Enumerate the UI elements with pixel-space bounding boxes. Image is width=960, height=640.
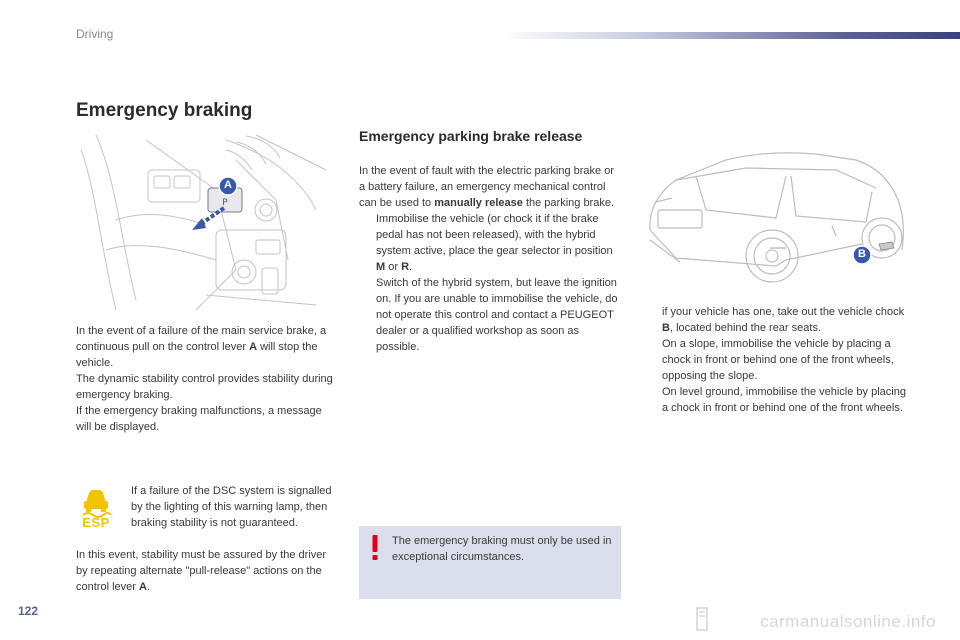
- step1-bold1: M: [376, 261, 386, 273]
- mid-intro-bold: manually release: [434, 197, 523, 209]
- exclamation-warning-icon: [370, 535, 380, 561]
- intro-line3: If the emergency braking malfunctions, a message will be displayed.: [76, 405, 322, 433]
- parking-brake-text: [359, 163, 621, 355]
- page-number: 122: [18, 604, 39, 618]
- parking-brake-intro: [359, 163, 621, 211]
- esp-warning-lamp-icon: [80, 485, 112, 529]
- step1-post: .: [409, 261, 413, 273]
- step1-bold2: R: [401, 261, 410, 273]
- intro-line2: The dynamic stability control provides stability during emergency braking.: [76, 373, 333, 401]
- list-item: [359, 211, 621, 275]
- watermark-text: carmanualsonline.info: [760, 612, 936, 631]
- callout-a-label: A: [224, 179, 232, 191]
- step1-pre: Immobilise the vehicle (or chock it if the brake pedal has not been released), with the hybrid system active, place the gear selector in position: [376, 213, 613, 257]
- followup-pre: In this event, stability must be assured by the driver by repeating alternate "pull-release" actions on the control lever: [76, 549, 327, 593]
- list-item: [359, 275, 621, 355]
- svg-text:P: P: [222, 198, 228, 208]
- step2-text: Switch of the hybrid system, but leave the ignition on. If you are unable to immobilise the vehicle, do not operate this control and contact a PEUGEOT dealer or a qualified workshop as soon as possible.: [376, 277, 618, 353]
- page-title: Emergency braking: [76, 100, 253, 121]
- intro-line1-post: will stop the vehicle.: [76, 341, 318, 369]
- watermark-logo-icon: [691, 606, 711, 632]
- parking-brake-steps: [359, 211, 621, 355]
- estate-car-rear-view-illustration: [636, 140, 916, 290]
- intro-line1-bold: A: [249, 341, 258, 353]
- mid-intro-post: the parking brake.: [522, 197, 615, 209]
- chock-pre: if your vehicle has one, take out the vehicle chock: [662, 306, 905, 318]
- chock-bold: B: [662, 322, 670, 334]
- step1-mid: or: [385, 261, 402, 273]
- mid-intro-pre: In the event of fault with the electric parking brake or a battery failure, an emergency mechanical control can be used to: [359, 165, 614, 209]
- slope-line2: On level ground, immobilise the vehicle by placing a chock in front or behind one of the front wheels.: [662, 386, 906, 414]
- vehicle-chock-steps: [645, 304, 907, 416]
- esp-icon-text: ESP: [82, 515, 110, 530]
- intro-line1-pre: In the event of a failure of the main service brake, a continuous pull on the control lever: [76, 325, 327, 353]
- dsc-followup-text: [76, 547, 338, 595]
- followup-post: .: [146, 581, 150, 593]
- figure-vehicle-chock: [636, 140, 916, 290]
- left-intro-text: [76, 323, 338, 435]
- header-gradient-bar: [500, 32, 960, 39]
- callout-b-label: B: [858, 248, 866, 260]
- section-label: Driving: [76, 27, 114, 41]
- figure-control-lever: [76, 130, 338, 316]
- list-item: [645, 304, 907, 336]
- vehicle-chock-text: [645, 304, 907, 416]
- chock-post: , located behind the rear seats.: [669, 322, 821, 334]
- slope-line1: On a slope, immobilise the vehicle by placing a chock in front or behind one of the front wheels, opposing the slope.: [662, 338, 894, 382]
- console-control-lever-illustration: [76, 130, 338, 316]
- dsc-warning-text: If a failure of the DSC system is signalled by the lighting of this warning lamp, then braking stability is not guaranteed.: [131, 485, 332, 529]
- warning-box: [359, 526, 621, 599]
- followup-bold: A: [138, 581, 147, 593]
- list-item: [645, 336, 907, 416]
- parking-brake-heading: Emergency parking brake release: [359, 128, 583, 144]
- warning-text: The emergency braking must only be used in exceptional circumstances.: [392, 535, 612, 563]
